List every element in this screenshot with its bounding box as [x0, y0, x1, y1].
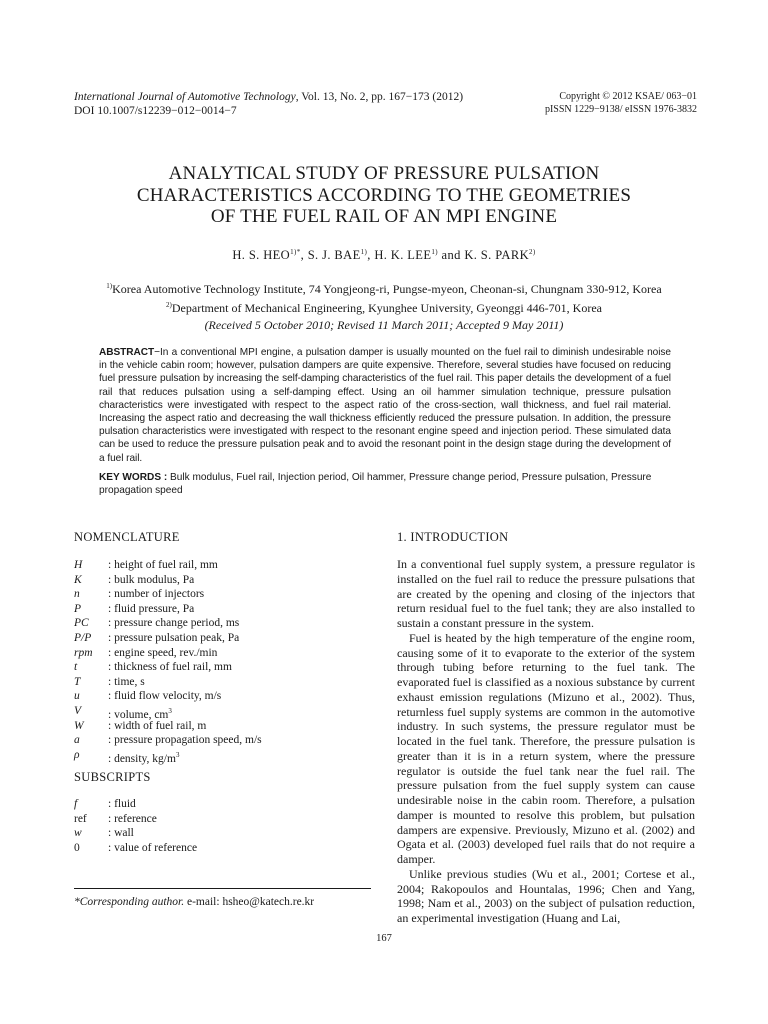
subscript-definition: : wall	[108, 827, 134, 840]
nomenclature-heading: NOMENCLATURE	[74, 530, 180, 544]
nomenclature-symbol: n	[74, 588, 80, 601]
author-affil-mark: 1)*	[290, 248, 301, 256]
nomenclature-definition: : pressure change period, ms	[108, 617, 240, 630]
nomenclature-definition: : number of injectors	[108, 588, 205, 601]
author-name: , S. J. BAE	[300, 248, 361, 263]
unit-exponent: 3	[175, 750, 180, 759]
nomenclature-symbol: PC	[74, 617, 89, 630]
corresponding-author-note	[74, 896, 314, 908]
title-line: ANALYTICAL STUDY OF PRESSURE PULSATION	[168, 163, 600, 184]
corresponding-author-email: e-mail: hsheo@katech.re.kr	[184, 896, 315, 908]
keywords-label: KEY WORDS :	[99, 472, 168, 483]
subscript-symbol: 0	[74, 841, 80, 854]
nomenclature-definition: : pressure propagation speed, m/s	[108, 734, 262, 747]
corresponding-author-label: *Corresponding author.	[74, 896, 185, 908]
affiliation-mark: 1)	[106, 282, 113, 290]
footnote-divider	[74, 888, 371, 889]
nomenclature-definition: : width of fuel rail, m	[108, 719, 207, 732]
nomenclature-definition: : engine speed, rev./min	[108, 646, 218, 659]
nomenclature-definition	[108, 748, 179, 766]
affiliation	[0, 278, 768, 297]
title-line: OF THE FUEL RAIL OF AN MPI ENGINE	[210, 206, 558, 227]
copyright-block	[545, 90, 697, 116]
affiliations	[0, 278, 768, 316]
author-name: H. S. HEO	[232, 248, 291, 263]
subscript-symbol: f	[74, 798, 78, 810]
affiliation	[0, 297, 768, 316]
author-name: and K. S. PARK	[438, 248, 530, 263]
author-list	[0, 248, 768, 263]
introduction-paragraph: Unlike previous studies (Wu et al., 2001; Cortese et al., 2004; Rakopoulos and Hountalas, 1996; Chen and Yang, 1998; Nam et al., 2003) on the subject of pulsation reduction, an experimental investigation (Huang and Lai,	[397, 866, 695, 925]
abstract	[99, 346, 671, 465]
author-name: , H. K. LEE	[367, 248, 432, 263]
page-number: 167	[376, 933, 392, 944]
author-affil-mark: 1)	[360, 248, 368, 256]
unit-exponent: 3	[168, 706, 172, 715]
author-affil-mark: 1)	[431, 248, 439, 256]
abstract-text: −In a conventional MPI engine, a pulsation damper is usually mounted on the fuel rail to diminish undesirable noise in the vehicle cabin room; however, pulsation dampers are quite expensive. Therefore, several studies have focused on reducing fuel pressure pulsation by increasing the self-damping characteristics of the fuel rail. This paper details the development of a fuel rail that reduces pulsation using a self-damping effect. Using an oil hammer simulation technique, pressure pulsation characteristics were investigated with respect to the aspect ratio of the cross-section, wall thickness, and fuel rail material. Increasing the aspect ratio and decreasing the wall thickness efficiently reduced the pressure pulsation. In addition, the pressure pulsation characteristics were investigated with respect to the resonant engine speed and injection period. These simulated data can be used to reduce the pressure pulsation peak and to avoid the resonant point in the design stage during the development of a fuel rail.	[99, 347, 671, 464]
subscripts-heading: SUBSCRIPTS	[74, 770, 151, 784]
keywords-text: Bulk modulus, Fuel rail, Injection period, Oil hammer, Pressure change period, Pressure pulsation, Pressure propagation speed	[99, 472, 652, 497]
nomenclature-definition: : height of fuel rail, mm	[108, 559, 218, 571]
doi: DOI 10.1007/s12239−012−0014−7	[74, 105, 237, 117]
nomenclature-symbol: ρ	[74, 748, 80, 761]
nomenclature-definition: : time, s	[108, 675, 145, 688]
copyright: Copyright © 2012 KSAE/ 063−01	[559, 91, 697, 102]
submission-dates: (Received 5 October 2010; Revised 11 March 2011; Accepted 9 May 2011)	[204, 318, 564, 332]
nomenclature-symbol: P/P	[74, 631, 92, 644]
keywords	[99, 471, 671, 498]
nomenclature-symbol: W	[74, 719, 84, 732]
journal-header	[74, 90, 463, 118]
nomenclature-symbol: T	[74, 675, 81, 688]
nomenclature-symbol: a	[74, 734, 80, 747]
subscript-definition: : reference	[108, 812, 157, 825]
introduction-paragraph: Fuel is heated by the high temperature of the engine room, causing some of it to evaporate to the exterior of the system through tubing before returning to the fuel tank. The evaporated fuel is classified as a noxious substance by current exhaust emission regulations (Mizuno et al., 2002). Thus, returnless fuel supply systems are common in the automotive industry. In such systems, the pressure regulator must be located in the fuel tank. Therefore, the pressure pulsation is greater than it is in a return system, where the pressure regulator is outside the fuel tank near the fuel rail. The pressure pulsation from the fuel supply system can cause undesirable noise in the cabin room. Therefore, a pulsation damper is mounted to resolve this problem, but pulsation dampers are expensive. Previously, Mizuno et al. (2002) and Ogata et al. (2003) developed fuel rails that do not require a damper.	[397, 630, 695, 866]
journal-name: International Journal of Automotive Technology	[74, 91, 296, 103]
nomenclature-definition: : fluid flow velocity, m/s	[108, 690, 222, 703]
nomenclature-symbol: rpm	[74, 646, 93, 659]
nomenclature-symbol: K	[74, 573, 82, 586]
subscript-symbol: w	[74, 827, 82, 840]
subscript-symbol: ref	[74, 812, 87, 825]
nomenclature-definition: : fluid pressure, Pa	[108, 602, 195, 615]
title-line: CHARACTERISTICS ACCORDING TO THE GEOMETRIES	[136, 184, 632, 206]
nomenclature-symbol: P	[74, 602, 82, 615]
affiliation-text: Korea Automotive Technology Institute, 74 Yongjeong-ri, Pungse-myeon, Cheonan-si, Chungnam 330-912, Korea	[112, 282, 662, 296]
introduction-paragraph: In a conventional fuel supply system, a pressure regulator is installed on the fuel rail to reduce the pressure pulsations that are created by the opening and closing of the injectors that return residual fuel to the fuel tank; they are also installed to sustain a constant pressure in the system.	[397, 557, 695, 630]
affiliation-mark: 2)	[166, 301, 172, 309]
nomenclature-definition-text: : volume, cm	[108, 708, 169, 721]
abstract-label: ABSTRACT	[99, 347, 155, 358]
nomenclature-definition: : bulk modulus, Pa	[108, 573, 195, 586]
nomenclature-symbol: V	[74, 704, 82, 717]
nomenclature-definition-text: : density, kg/m	[108, 752, 176, 765]
subscript-definition: : value of reference	[108, 841, 198, 854]
author-affil-mark: 2)	[529, 248, 536, 256]
subscript-definition: : fluid	[108, 798, 136, 810]
affiliation-text: Department of Mechanical Engineering, Kyunghee University, Gyeonggi 446-701, Korea	[171, 301, 602, 315]
introduction-body	[397, 557, 695, 926]
nomenclature-symbol: u	[74, 690, 80, 703]
nomenclature-symbol: H	[74, 559, 83, 571]
nomenclature-symbol: t	[74, 661, 78, 674]
paper-title	[0, 163, 768, 228]
nomenclature-definition: : thickness of fuel rail, mm	[108, 661, 232, 674]
issn: pISSN 1229−9138/ eISSN 1976-3832	[544, 104, 697, 115]
journal-citation: , Vol. 13, No. 2, pp. 167−173 (2012)	[295, 91, 464, 103]
introduction-heading: 1. INTRODUCTION	[397, 530, 509, 544]
nomenclature-definition: : pressure pulsation peak, Pa	[108, 631, 240, 644]
